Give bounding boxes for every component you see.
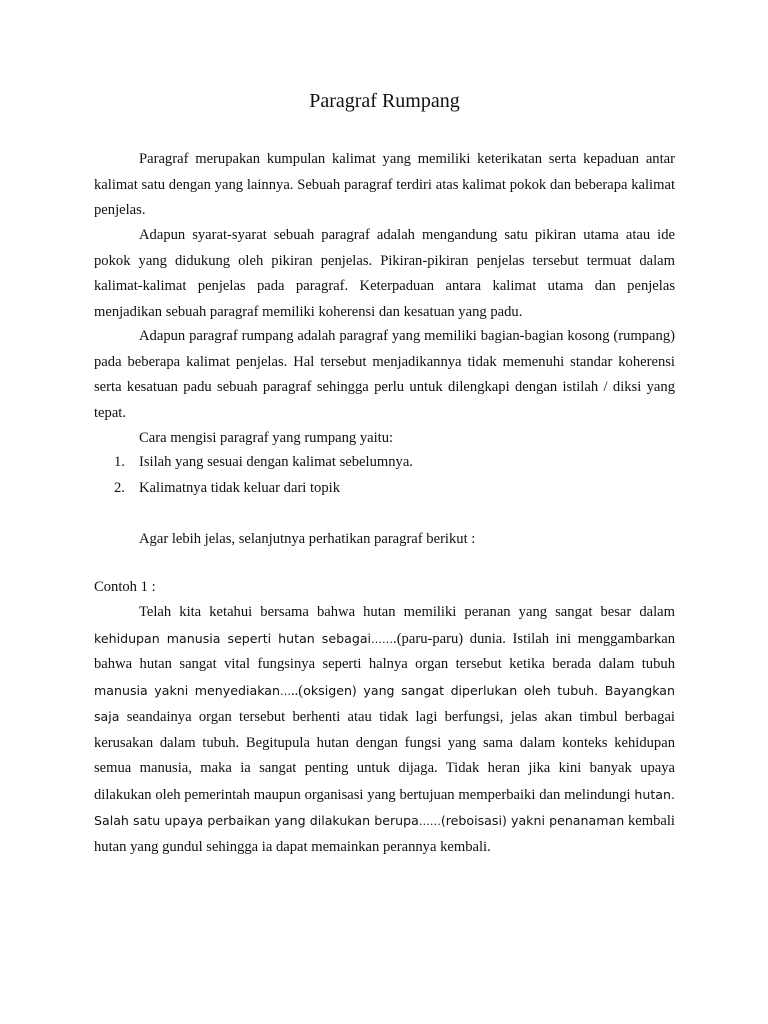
paragraph-definition: Paragraf merupakan kumpulan kalimat yang memiliki keterikatan serta kepaduan antar kalimat satu dengan yang lainnya. Sebuah paragraf terdiri atas kalimat pokok dan beberapa kalimat penjelas. bbox=[94, 151, 675, 218]
list-item-number: 2. bbox=[114, 479, 125, 496]
example-text-sans: oksigen) yang sangat diperlukan oleh tubuh. Bayangkan saja bbox=[94, 682, 675, 724]
paragraph-intro-example: Agar lebih jelas, selanjutnya perhatikan paragraf berikut : bbox=[139, 531, 476, 547]
example-text: kembali hutan yang gundul sehingga ia dapat memainkan perannya kembali. bbox=[94, 813, 675, 855]
example-text-sans: hutan. Salah satu upaya perbaikan yang dilakukan berupa bbox=[94, 786, 675, 828]
example-text: .(paru-paru) dunia. Istilah ini menggambarkan bahwa hutan sangat vital fungsinya seperti halnya organ tersebut ketika berada dalam tubuh bbox=[94, 630, 675, 672]
blank-dots: … bbox=[279, 684, 291, 698]
list-item-number: 1. bbox=[114, 454, 125, 470]
example-text: Telah kita ketahui bersama bahwa hutan memiliki peranan yang sangat besar dalam bbox=[139, 604, 675, 620]
example-paragraph bbox=[94, 600, 675, 860]
paragraph-how-to: Cara mengisi paragraf yang rumpang yaitu: bbox=[139, 430, 394, 446]
example-text-sans: manusia yakni menyediakan bbox=[94, 682, 280, 698]
paragraph-rumpang-definition: Adapun paragraf rumpang adalah paragraf yang memiliki bagian-bagian kosong (rumpang) pada beberapa kalimat penjelas. Hal tersebut menjadikannya tidak memenuhi standar koherensi serta kesatuan padu sebuah paragraf sehingga perlu untuk dilengkapi dengan istilah / diksi yang tepat. bbox=[94, 328, 675, 421]
example-text-sans: (reboisasi) yakni penanaman bbox=[440, 813, 625, 828]
steps-list bbox=[94, 450, 675, 501]
list-item-text: Kalimatnya tidak keluar dari topik bbox=[139, 479, 341, 496]
list-item bbox=[94, 450, 675, 476]
document-title: Paragraf Rumpang bbox=[309, 90, 460, 112]
paragraph-requirements: Adapun syarat-syarat sebuah paragraf adalah mengandung satu pikiran utama atau ide pokok yang didukung oleh pikiran penjelas. Pikiran-pikiran penjelas tersebut termuat dalam kalimat-kalimat penjelas pada paragraf. Keterpaduan antara kalimat utama dan penjelas menjadikan sebuah paragraf memiliki koherensi dan kesatuan yang padu. bbox=[94, 227, 675, 320]
list-item bbox=[94, 476, 675, 502]
example-label: Contoh 1 : bbox=[94, 579, 156, 595]
example-text-sans: kehidupan manusia seperti hutan sebagai bbox=[94, 630, 372, 646]
blank-dots: …… bbox=[418, 815, 441, 828]
example-text: seandainya organ tersebut berhenti atau tidak lagi berfungsi, jelas akan timbul berbagai kerusakan dalam tubuh. Begitupula hutan dengan fungsi yang sama dalam konteks kehidupan semua manusia, maka ia sangat penting untuk dijaga. Tidak heran jika kini banyak upaya dilakukan oleh pemerintah maupun organisasi yang bertujuan memperbaiki dan melindungi bbox=[94, 709, 675, 803]
example-text: ..( bbox=[290, 682, 304, 699]
list-item-text: Isilah yang sesuai dengan kalimat sebelumnya. bbox=[139, 454, 413, 470]
blank-dots: …… bbox=[371, 632, 394, 646]
